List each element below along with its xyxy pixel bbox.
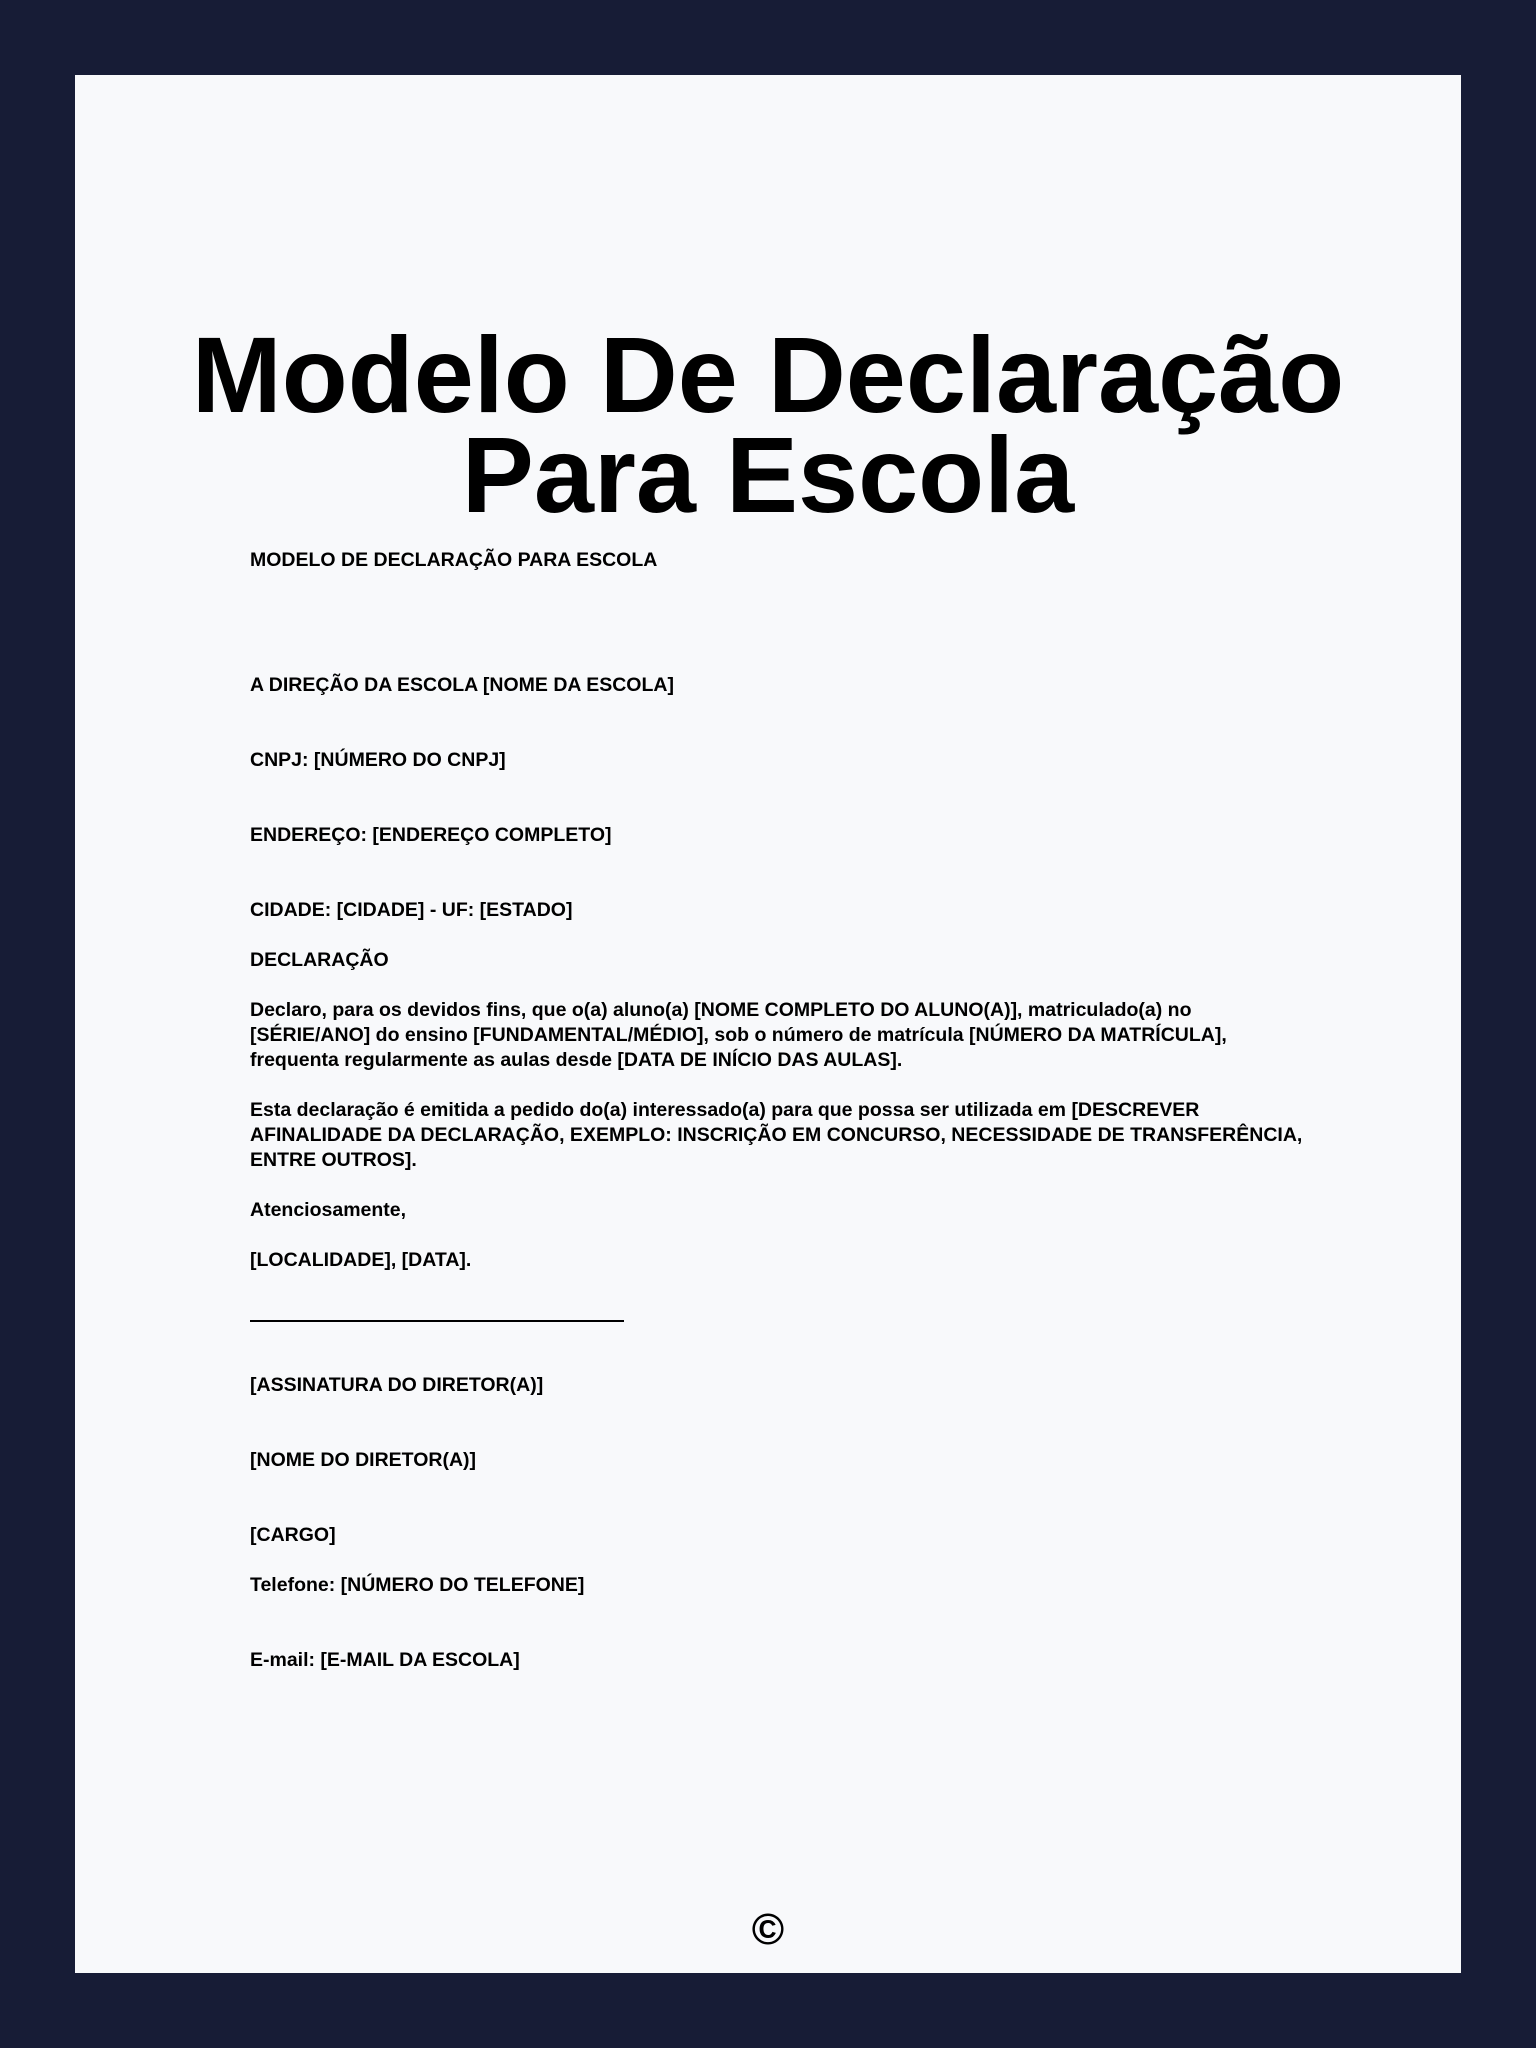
cnpj-line: CNPJ: [NÚMERO DO CNPJ] bbox=[250, 749, 506, 771]
declaration-paragraph-2: Esta declaração é emitida a pedido do(a) interessado(a) para que possa ser utilizada em [DESCREVER AFINALIDADE DA DECLARAÇÃO, EXEMPLO: INSCRIÇÃO EM CONCURSO, NECESSIDADE DE TRANSFERÊNCIA, ENTRE OUTROS]. bbox=[250, 1099, 1303, 1171]
place-date-line: [LOCALIDADE], [DATA]. bbox=[250, 1249, 472, 1271]
signature-label: [ASSINATURA DO DIRETOR(A)] bbox=[250, 1374, 544, 1396]
role-line: [CARGO] bbox=[250, 1524, 336, 1546]
closing-line: Atenciosamente, bbox=[250, 1199, 407, 1221]
director-name: [NOME DO DIRETOR(A)] bbox=[250, 1449, 477, 1471]
declaration-paragraph-1: Declaro, para os devidos fins, que o(a) aluno(a) [NOME COMPLETO DO ALUNO(A)], matriculado(a) no [SÉRIE/ANO] do ensino [FUNDAMENTAL/MÉDIO], sob o número de matrícula [NÚMERO DA MATRÍCULA], frequenta regularmente as aulas desde [DATA DE INÍCIO DAS AULAS]. bbox=[250, 999, 1227, 1071]
phone-line: Telefone: [NÚMERO DO TELEFONE] bbox=[250, 1574, 585, 1596]
email-line: E-mail: [E-MAIL DA ESCOLA] bbox=[250, 1649, 520, 1671]
declaration-heading: DECLARAÇÃO bbox=[250, 949, 389, 971]
document-heading: MODELO DE DECLARAÇÃO PARA ESCOLA bbox=[250, 549, 658, 571]
document-page bbox=[75, 75, 1461, 1973]
address-line: ENDEREÇO: [ENDEREÇO COMPLETO] bbox=[250, 824, 612, 846]
signature-line bbox=[250, 1320, 624, 1322]
page-title: Modelo De Declaração Para Escola bbox=[191, 314, 1345, 535]
school-line: A DIREÇÃO DA ESCOLA [NOME DA ESCOLA] bbox=[250, 674, 674, 696]
copyright-icon: © bbox=[751, 1905, 785, 1954]
city-line: CIDADE: [CIDADE] - UF: [ESTADO] bbox=[250, 899, 573, 921]
